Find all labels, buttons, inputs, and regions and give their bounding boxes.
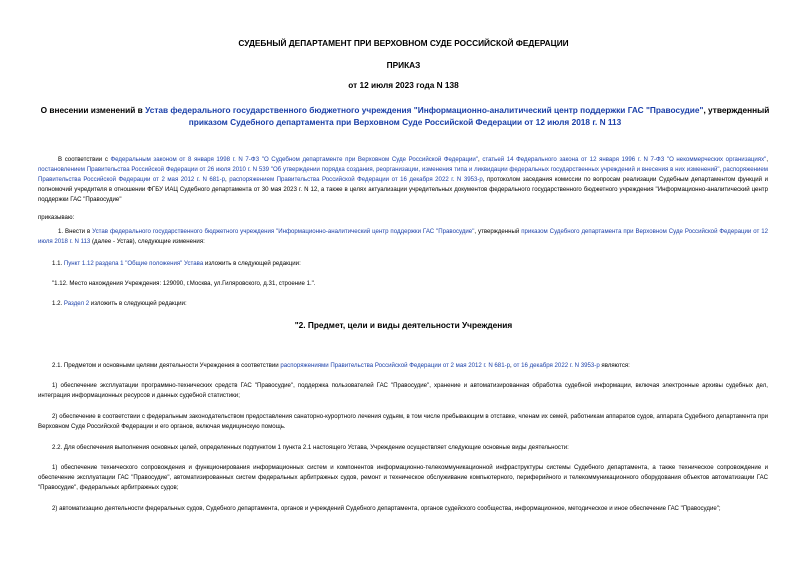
order-3953r-link[interactable]: распоряжением Правительства Российской Федерации от 16 декабря 2022 г. N 3953-р bbox=[229, 176, 483, 183]
item-text: 1. Внести в bbox=[58, 228, 93, 235]
preamble-text: , bbox=[225, 176, 230, 183]
order-3953r-link[interactable]: от 16 декабря 2022 г. N 3953-р bbox=[513, 362, 600, 369]
article-14-link[interactable]: статьей 14 Федерального закона от 12 января 1996 г. N 7-ФЗ "О некоммерческих организациях" bbox=[482, 156, 767, 163]
paragraph-2-1-item-1: 1) обеспечение эксплуатации программно-технических средств ГАС "Правосудие", поддержка пользователей ГАС "Правосудие", хранение и автоматизированная обработка судебной информации, включая электронные архивы судебных дел, интеграция информационных ресурсов и данных судебной статистики; bbox=[38, 382, 768, 399]
preamble-text: , bbox=[766, 156, 769, 163]
preamble-text: , bbox=[719, 166, 724, 173]
paragraph-2-1-item-2: 2) обеспечение в соответствии с федеральным законодательством предоставления санаторно-курортного лечения судьям, в том числе пребывающим в отставке, членам их семей, работникам аппаратов судов, аппарата Судебного департамента при Верховном Суде Российской Федерации и его органов, включая медицинскую помощь. bbox=[38, 413, 768, 430]
item-text: 1.1. bbox=[52, 260, 64, 267]
document-type: ПРИКАЗ bbox=[386, 60, 421, 70]
order-2018-link[interactable]: приказом Судебного департамента при Верховном Суде Российской Федерации от 12 июля 2018 г. N 113 bbox=[38, 228, 768, 245]
charter-link[interactable]: Устав федерального государственного бюджетного учреждения "Информационно-аналитический центр поддержки ГАС "Правосудие" bbox=[92, 228, 475, 235]
title-middle: , утвержденный bbox=[703, 105, 770, 115]
document-title bbox=[30, 104, 780, 128]
orders-word: приказываю: bbox=[38, 214, 75, 221]
item-text: 1.2. bbox=[52, 300, 64, 307]
paragraph-2-2: 2.2. Для обеспечения выполнения основных целей, определенных подпунктом 1 пункта 2.1 настоящего Устава, Учреждение осуществляет следующие основные виды деятельности: bbox=[52, 444, 569, 451]
section-2-link[interactable]: Раздел 2 bbox=[63, 300, 90, 307]
preamble-text: В соответствии с bbox=[58, 156, 111, 163]
item-text: (далее - Устав), следующие изменения: bbox=[90, 238, 205, 245]
order-681r-link[interactable]: распоряжением Правительства Российской Федерации от 2 мая 2012 г. N 681-р bbox=[38, 166, 768, 183]
paragraph-2-1 bbox=[52, 361, 630, 371]
clause-1-12-link[interactable]: Пункт 1.12 раздела 1 "Общие положения" Устава bbox=[63, 260, 204, 267]
preamble-text: , bbox=[478, 156, 483, 163]
paragraph-text: являются: bbox=[599, 362, 630, 369]
order-681r-link[interactable]: распоряжениями Правительства Российской Федерации от 2 мая 2012 г. N 681-р bbox=[280, 362, 510, 369]
item-1-paragraph bbox=[38, 227, 768, 247]
charter-link[interactable]: Устав федерального государственного бюджетного учреждения "Информационно-аналитический центр поддержки ГАС "Правосудие" bbox=[145, 105, 704, 115]
document-date-number: от 12 июля 2023 года N 138 bbox=[348, 80, 459, 90]
paragraph-2-2-item-2: 2) автоматизацию деятельности федеральных судов, Судебного департамента, органов и учреждений Судебного департамента, органов судейского сообщества, информационное, методическое и иное обеспечение ГАС "Правосудие"; bbox=[52, 505, 721, 512]
paragraph-2-2-item-1: 1) обеспечение технического сопровождения и функционирования информационных систем и компонентов информационно-телекоммуникационной инфраструктуры системы Судебного департамента, а также техническое сопровождение и обеспечение эксплуатации ГАС "Правосудие", автоматизированных систем федеральных арбитражных судов, ремонт и техническое обслуживание компьютерного, периферийного и телекоммуникационного оборудования объектов автоматизации ГАС "Правосудие", федеральных арбитражных судов; bbox=[38, 464, 768, 491]
issuer-heading: СУДЕБНЫЙ ДЕПАРТАМЕНТ ПРИ ВЕРХОВНОМ СУДЕ РОССИЙСКОЙ ФЕДЕРАЦИИ bbox=[238, 38, 569, 48]
paragraph-text: , bbox=[510, 362, 514, 369]
item-text: изложить в следующей редакции: bbox=[89, 300, 187, 307]
item-text: , утвержденный bbox=[474, 228, 522, 235]
order-2018-link[interactable]: приказом Судебного департамента при Верховном Суде Российской Федерации от 12 июля 2018 г. N 113 bbox=[188, 117, 622, 127]
item-1-2-paragraph bbox=[52, 299, 187, 309]
quote-1-12: "1.12. Место нахождения Учреждения: 129090, г.Москва, ул.Гиляровского, д.31, строение 1.". bbox=[52, 280, 316, 287]
title-prefix: О внесении изменений в bbox=[40, 105, 146, 115]
item-text: изложить в следующей редакции: bbox=[203, 260, 301, 267]
federal-law-7fz-link[interactable]: Федеральным законом от 8 января 1998 г. N 7-ФЗ "О Судебном департаменте при Верховном Суде Российской Федерации" bbox=[110, 156, 478, 163]
section-2-heading: "2. Предмет, цели и виды деятельности Учреждения bbox=[294, 320, 513, 330]
item-1-1-paragraph bbox=[52, 259, 301, 269]
resolution-539-link[interactable]: постановлением Правительства Российской Федерации от 26 июля 2010 г. N 539 "Об утверждении порядка создания, реорганизации, изменения типа и ликвидации федеральных государственных учреждений и внесения в них изменений" bbox=[38, 166, 720, 173]
preamble-text: , протоколом заседания комиссии по вопросам реализации Судебным департаментом функций и полномочий учредителя в отношении ФГБУ ИАЦ Судебного департамента от 30 мая 2023 г. N 12, а также в целях актуализации учредительных документов федерального государственного бюджетного учреждения "Информационно-аналитический центр поддержки ГАС "Правосудие" bbox=[38, 176, 768, 203]
preamble-paragraph bbox=[38, 155, 768, 205]
paragraph-text: 2.1. Предметом и основными целями деятельности Учреждения в соответствии bbox=[52, 362, 281, 369]
